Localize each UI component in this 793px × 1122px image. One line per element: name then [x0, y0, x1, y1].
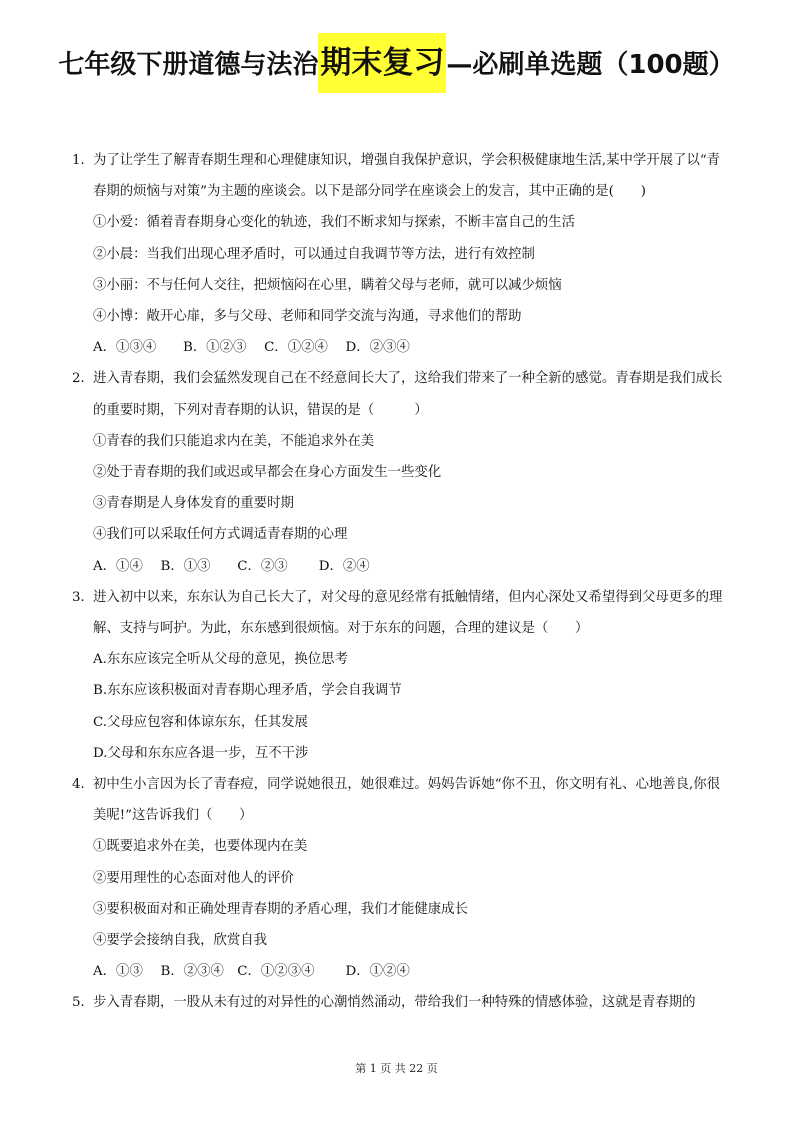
- option-line: B.东东应该积极面对青春期心理矛盾，学会自我调节: [93, 683, 402, 699]
- question-stem: [72, 145, 732, 207]
- option-line: ④小博：敞开心扉，多与父母、老师和同学交流与沟通，寻求他们的帮助: [93, 309, 522, 325]
- question-text: 为了让学生了解青春期生理和心理健康知识，增强自我保护意识，学会积极健康地生活,某中学开展了以“青春期的烦恼与对策”为主题的座谈会。以下是部分同学在座谈会上的发言，其中正确的是( ): [93, 153, 721, 200]
- option-line: A.东东应该完全听从父母的意见，换位思考: [93, 652, 348, 668]
- question-stem: [72, 363, 732, 425]
- question-3: [72, 582, 732, 769]
- option-line: D.父母和东东应各退一步，互不干涉: [93, 745, 309, 761]
- question-1: [72, 145, 732, 363]
- question-text: 进入青春期，我们会猛然发现自己在不经意间长大了，这给我们带来了一种全新的感觉。青春期是我们成长的重要时期，下列对青春期的认识，错误的是（ ）: [93, 371, 723, 418]
- option-line: ③青春期是人身体发育的重要时期: [93, 496, 294, 512]
- question-text: 初中生小言因为长了青春痘，同学说她很丑，她很难过。妈妈告诉她“你不丑，你文明有礼、心地善良,你很美呢!”这告诉我们（ ）: [93, 777, 721, 824]
- question-stem: [72, 582, 732, 644]
- document-title: [0, 33, 793, 93]
- answer-choices: A．①④ B．①③ C．②③ D．②④: [93, 558, 370, 574]
- title-prefix: 七年级下册道德与法治: [58, 50, 319, 80]
- question-2: [72, 363, 732, 581]
- question-text: 进入初中以来，东东认为自己长大了，对父母的意见经常有抵触情绪，但内心深处又希望得到父母更多的理解、支持与呵护。为此，东东感到很烦恼。对于东东的问题，合理的建议是（ ）: [93, 589, 723, 637]
- question-stem: [72, 987, 732, 1018]
- option-line: ②处于青春期的我们或迟或早都会在身心方面发生一些变化: [93, 465, 442, 481]
- title-suffix: —必刷单选题（100题）: [446, 50, 735, 80]
- option-line: ③要积极面对和正确处理青春期的矛盾心理，我们才能健康成长: [93, 901, 468, 917]
- question-list: [72, 145, 732, 1019]
- option-line: ①小爱：循着青春期身心变化的轨迹，我们不断求知与探索，不断丰富自己的生活: [93, 215, 576, 231]
- option-line: ④要学会接纳自我，欣赏自我: [93, 933, 268, 949]
- question-number: 2．: [72, 371, 94, 387]
- option-line: C.父母应包容和体谅东东，任其发展: [93, 714, 308, 730]
- question-number: 5．: [72, 995, 94, 1011]
- option-line: ④我们可以采取任何方式调适青春期的心理: [93, 527, 348, 543]
- answer-choices: A．①③ B．②③④ C．①②③④ D．①②④: [93, 964, 410, 980]
- title-highlight: 期末复习: [318, 33, 446, 93]
- question-text: 步入青春期，一股从未有过的对异性的心潮悄然涌动，带给我们一种特殊的情感体验，这就是青春期的: [93, 995, 696, 1011]
- question-stem: [72, 769, 732, 831]
- answer-choices: A．①③④ B．①②③ C．①②④ D．②③④: [93, 340, 410, 356]
- option-line: ③小丽：不与任何人交往，把烦恼闷在心里，瞒着父母与老师，就可以减少烦恼: [93, 277, 562, 293]
- option-line: ②小晨：当我们出现心理矛盾时，可以通过自我调节等方法，进行有效控制: [93, 246, 535, 262]
- question-5: [72, 987, 732, 1018]
- option-line: ①既要追求外在美，也要体现内在美: [93, 839, 308, 855]
- option-line: ②要用理性的心态面对他人的评价: [93, 870, 294, 886]
- question-number: 3．: [72, 589, 94, 605]
- question-number: 1．: [72, 153, 94, 168]
- question-4: [72, 769, 732, 987]
- option-line: ①青春的我们只能追求内在美，不能追求外在美: [93, 433, 375, 449]
- question-number: 4．: [72, 777, 94, 793]
- page-footer: 第 1 页 共 22 页: [355, 1062, 438, 1075]
